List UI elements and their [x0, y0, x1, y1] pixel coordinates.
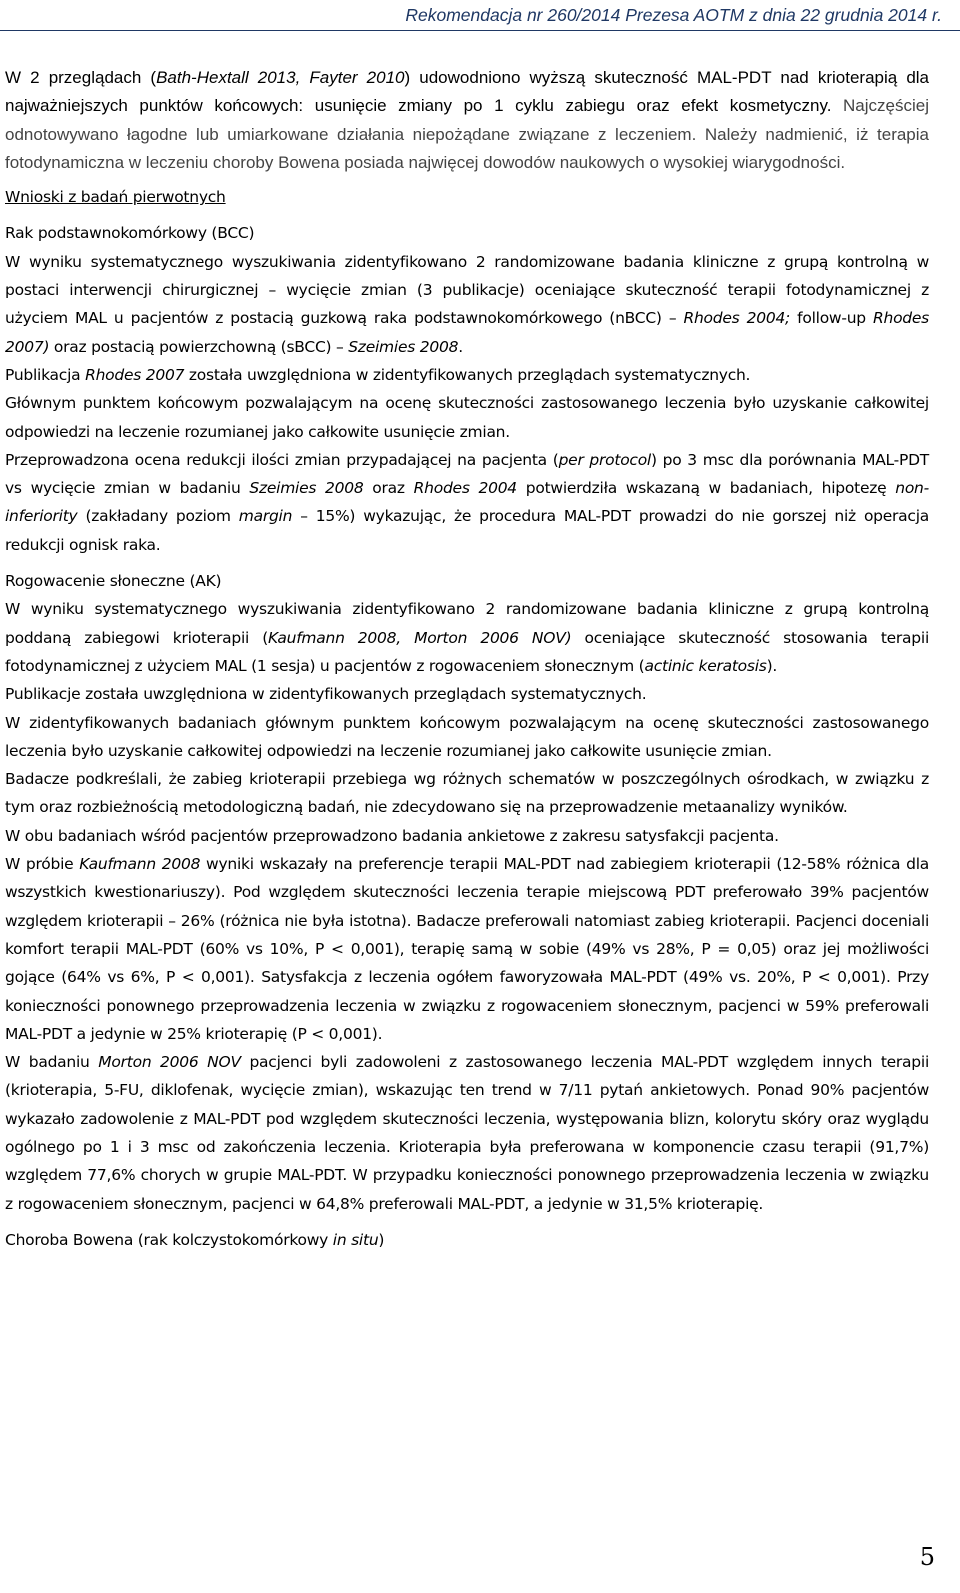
text-run: została uwzględniona w zidentyfikowanych przeglądach systematycznych.	[184, 365, 751, 384]
bcc-paragraph-1	[5, 248, 929, 361]
page-number: 5	[919, 1543, 935, 1571]
term: in situ	[332, 1230, 379, 1249]
text-run: .	[458, 337, 463, 356]
text-run: Przeprowadzona ocena redukcji ilości zmian przypadającej na pacjenta (	[5, 450, 559, 469]
citation: Szeimies 2008	[348, 337, 459, 356]
text-run: potwierdziła wskazaną w badaniach, hipotezę	[516, 479, 896, 498]
citation: Morton 2006 NOV	[98, 1053, 241, 1072]
ak-title: Rogowacenie słoneczne (AK)	[5, 572, 222, 591]
ak-paragraph-6	[5, 850, 929, 1048]
text-run: Najczęściej odnotowywano łagodne lub umiarkowane działania niepożądane związane z leczeniem. Należy nadmienić, iż terapia fotodynamiczna w leczeniu choroby Bowena posiada najwięcej dowodów naukowych o wysokiej wiarygodności.	[5, 96, 929, 172]
text-run: follow-up	[790, 309, 873, 328]
text-run: W badaniu	[5, 1053, 99, 1072]
citation: Szeimies 2008	[249, 479, 364, 498]
text-run: Choroba Bowena (rak kolczystokomórkowy	[5, 1230, 333, 1249]
text-run: )	[378, 1230, 385, 1249]
term: non-inferiority	[5, 479, 929, 526]
ak-paragraph-3: W zidentyfikowanych badaniach głównym punktem końcowym pozwalającym na ocenę skuteczności zastosowanego leczenia było uzyskanie całkowitej odpowiedzi na leczenie rozumianej jako całkowite usunięcie zmian.	[5, 713, 929, 760]
citation: Rhodes 2004;	[683, 309, 791, 328]
text-run: wyniki wskazały na preferencje terapii MAL-PDT nad zabiegiem krioterapii (12-58% różnica dla wszystkich kwestionariuszy). Pod względem skuteczności leczenia terapie miejscową PDT preferowało 39% pacjentów względem krioterapii – 26% (różnica nie była istotna). Badacze preferowali natomiast zabieg krioterapii. Pacjenci doceniali komfort terapii MAL-PDT (60% vs 10%, P < 0,001), terapię samą w sobie (49% vs 28%, P = 0,05) oraz jej możliwości gojące (64% vs 6%, P < 0,001). Satysfakcja z leczenia ogółem faworyzowała MAL-PDT (49% vs. 20%, P < 0,001). Przy konieczności ponownego przeprowadzenia leczenia w związku z rogowaceniem słonecznym, pacjenci w 59% preferowali MAL-PDT a jedynie w 25% krioterapię (P < 0,001).	[5, 855, 930, 1043]
citation: Rhodes 2007	[85, 365, 185, 384]
header-rule	[0, 30, 960, 31]
bcc-paragraph-3: Głównym punktem końcowym pozwalającym na ocenę skuteczności zastosowanego leczenia było uzyskanie całkowitej odpowiedzi na leczenie rozumianej jako całkowite usunięcie zmian.	[5, 394, 929, 441]
text-run: W wyniku systematycznego wyszukiwania zidentyfikowano 2 randomizowane badania kliniczne z grupą kontrolną poddaną zabiegowi krioterapii (	[5, 600, 929, 647]
text-run: W wyniku systematycznego wyszukiwania zidentyfikowano 2 randomizowane badania kliniczne z grupą kontrolną w postaci interwencji chirurgicznej – wycięcie zmian (3 publikacje) oceniające skuteczność terapii fotodynamicznej z użyciem MAL u pacjentów z postacią guzkową raka podstawnokomórkowego (nBCC) –	[5, 252, 929, 328]
text-run: ) po 3 msc dla porównania MAL-PDT vs wycięcie zmian w badaniu	[5, 450, 930, 498]
term: actinic keratosis	[644, 656, 767, 675]
text-run: ) udowodniono wyższą skuteczność MAL-PDT nad krioterapią dla najważniejszych punktów końcowych: usunięcie zmiany po 1 cyklu zabiegu oraz efekt kosmetyczny.	[5, 68, 930, 116]
document-body	[5, 64, 929, 1254]
ak-paragraph-7	[5, 1048, 929, 1218]
text-run: oceniające skuteczność stosowania terapii fotodynamicznej z użyciem MAL (1 sesja) u pacjentów z rogowaceniem słonecznym (	[5, 628, 930, 675]
running-header: Rekomendacja nr 260/2014 Prezesa AOTM z dnia 22 grudnia 2014 r.	[405, 5, 942, 25]
ak-paragraph-2: Publikacje została uwzględniona w zidentyfikowanych przeglądach systematycznych.	[5, 685, 647, 704]
text-run: (zakładany poziom	[77, 507, 239, 526]
bowen-title	[5, 1226, 929, 1254]
bcc-paragraph-4	[5, 446, 929, 559]
citation: Kaufmann 2008	[79, 855, 201, 874]
ak-paragraph-1	[5, 595, 929, 680]
ak-paragraph-4: Badacze podkreślali, że zabieg krioterapii przebiega wg różnych schematów w poszczególnych ośrodkach, w związku z tym oraz rozbieżnością metodologiczną badań, nie zdecydowano się na przeprowadzenie metaanalizy wyników.	[5, 770, 929, 817]
term: margin	[238, 507, 293, 526]
bcc-paragraph-2	[5, 361, 929, 389]
text-run: W 2 przeglądach (	[5, 68, 157, 87]
bcc-title: Rak podstawnokomórkowy (BCC)	[5, 224, 255, 243]
text-run: ).	[766, 656, 778, 675]
citation: Kaufmann 2008, Morton 2006 NOV)	[268, 628, 572, 647]
text-run: W próbie	[5, 855, 80, 874]
text-run: oraz	[363, 479, 414, 498]
citation: Bath-Hextall 2013, Fayter 2010	[156, 68, 405, 87]
citation: Rhodes 2007)	[5, 309, 930, 356]
text-run: – 15%) wykazując, że procedura MAL-PDT prowadzi do nie gorszej niż operacja redukcji ognisk raka.	[5, 507, 929, 554]
section-title: Wnioski z badań pierwotnych	[5, 188, 226, 207]
term: per protocol	[558, 450, 651, 469]
citation: Rhodes 2004	[413, 479, 517, 498]
text-run: oraz postacią powierzchowną (sBCC) –	[49, 337, 349, 356]
text-run: Publikacja	[5, 365, 86, 384]
ak-paragraph-5: W obu badaniach wśród pacjentów przeprowadzono badania ankietowe z zakresu satysfakcji pacjenta.	[5, 826, 779, 845]
text-run: pacjenci byli zadowoleni z zastosowanego leczenia MAL-PDT względem innych terapii (krioterapia, 5-FU, diklofenak, wycięcie zmian), wskazując ten trend w 7/11 pytań ankietowych. Ponad 90% pacjentów wykazało zadowolenie z MAL-PDT pod względem skuteczności leczenia, występowania blizn, kolorytu skóry oraz wyglądu ogólnego po 1 i 3 msc od zakończenia leczenia. Krioterapia była preferowana w komponencie czasu terapii (91,7%) względem 77,6% chorych w grupie MAL-PDT. W przypadku konieczności ponownego przeprowadzenia leczenia w związku z rogowaceniem słonecznym, pacjenci w 64,8% preferowali MAL-PDT, a jedynie w 31,5% krioterapię.	[5, 1053, 930, 1213]
intro-paragraph	[5, 64, 929, 177]
